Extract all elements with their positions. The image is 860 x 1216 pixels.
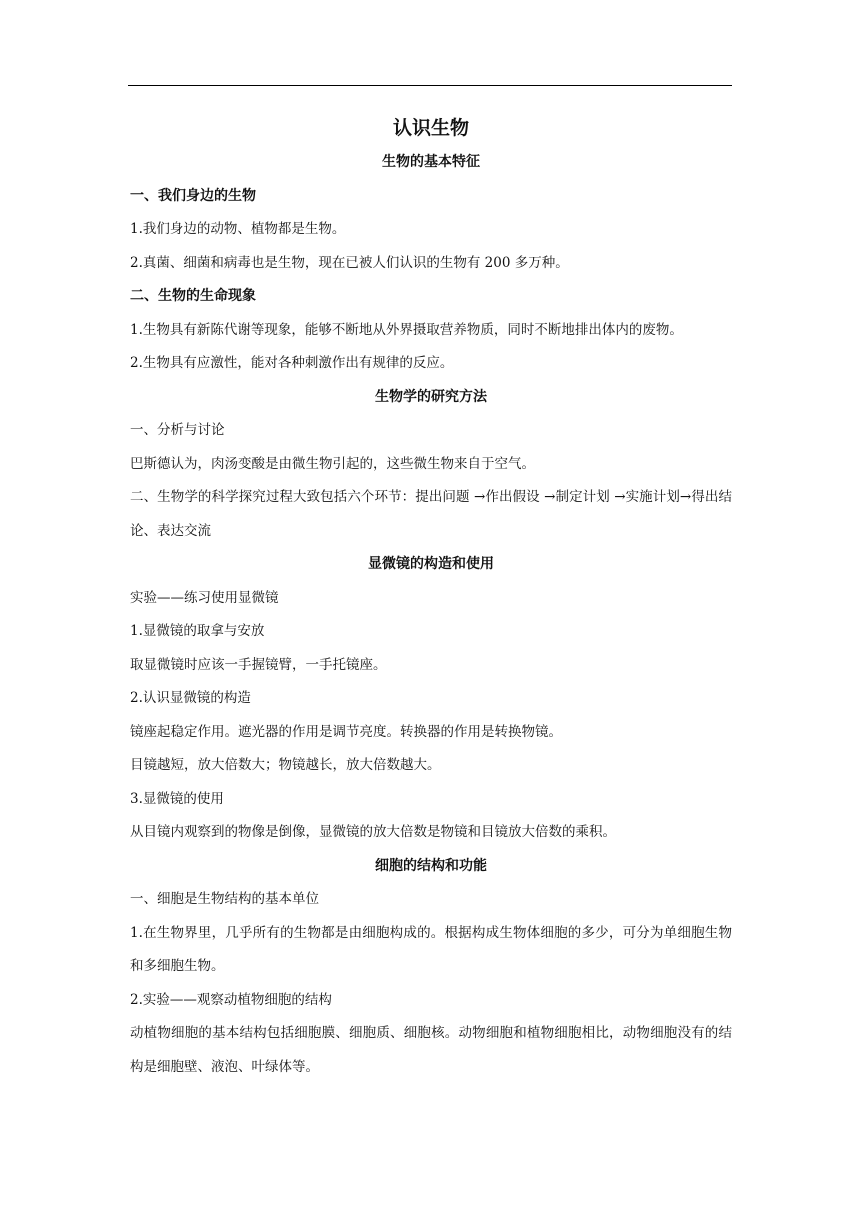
header-rule (128, 85, 732, 86)
paragraph: 1.我们身边的动物、植物都是生物。 (130, 221, 346, 237)
subsection-heading: 一、我们身边的生物 (130, 187, 256, 204)
paragraph: 从目镜内观察到的物像是倒像，显微镜的放大倍数是物镜和目镜放大倍数的乘积。 (130, 824, 616, 840)
paragraph: 2.生物具有应激性，能对各种刺激作出有规律的反应。 (130, 355, 454, 371)
section-title: 显微镜的构造和使用 (368, 556, 494, 572)
paragraph: 1.显微镜的取拿与安放 (130, 623, 265, 639)
paragraph: 一、分析与讨论 (130, 422, 225, 438)
paragraph: 取显微镜时应该一手握镜臂，一手托镜座。 (130, 656, 387, 673)
paragraph: 镜座起稳定作用。遮光器的作用是调节亮度。转换器的作用是转换物镜。 (130, 723, 562, 740)
paragraph: 1.在生物界里，几乎所有的生物都是由细胞构成的。根据构成生物体细胞的多少，可分为单细胞生物和多细胞生物。 (130, 924, 732, 974)
paragraph: 巴斯德认为，肉汤变酸是由微生物引起的，这些微生物来自于空气。 (130, 455, 535, 472)
paragraph: 2.真菌、细菌和病毒也是生物，现在已被人们认识的生物有 200 多万种。 (130, 254, 569, 271)
document-page (130, 110, 732, 1084)
subsection-heading: 二、生物的生命现象 (130, 288, 256, 304)
paragraph: 动植物细胞的基本结构包括细胞膜、细胞质、细胞核。动物细胞和植物细胞相比，动物细胞没有的结构是细胞壁、液泡、叶绿体等。 (130, 1025, 732, 1075)
section-title: 细胞的结构和功能 (375, 857, 487, 874)
document-title: 认识生物 (392, 117, 469, 139)
paragraph: 实验——练习使用显微镜 (130, 589, 279, 606)
section-title: 生物的基本特征 (382, 154, 480, 170)
paragraph: 3.显微镜的使用 (130, 790, 224, 807)
paragraph: 1.生物具有新陈代谢等现象，能够不断地从外界摄取营养物质，同时不断地排出体内的废物。 (130, 321, 683, 338)
paragraph: 二、生物学的科学探究过程大致包括六个环节：提出问题 →作出假设 →制定计划 →实施计划→得出结论、表达交流 (130, 489, 732, 539)
paragraph: 一、细胞是生物结构的基本单位 (130, 891, 319, 907)
document-content (130, 146, 732, 1084)
paragraph: 2.认识显微镜的构造 (130, 690, 251, 706)
paragraph: 目镜越短，放大倍数大；物镜越长，放大倍数越大。 (130, 757, 441, 773)
paragraph: 2.实验——观察动植物细胞的结构 (130, 991, 332, 1008)
section-title: 生物学的研究方法 (375, 388, 487, 405)
